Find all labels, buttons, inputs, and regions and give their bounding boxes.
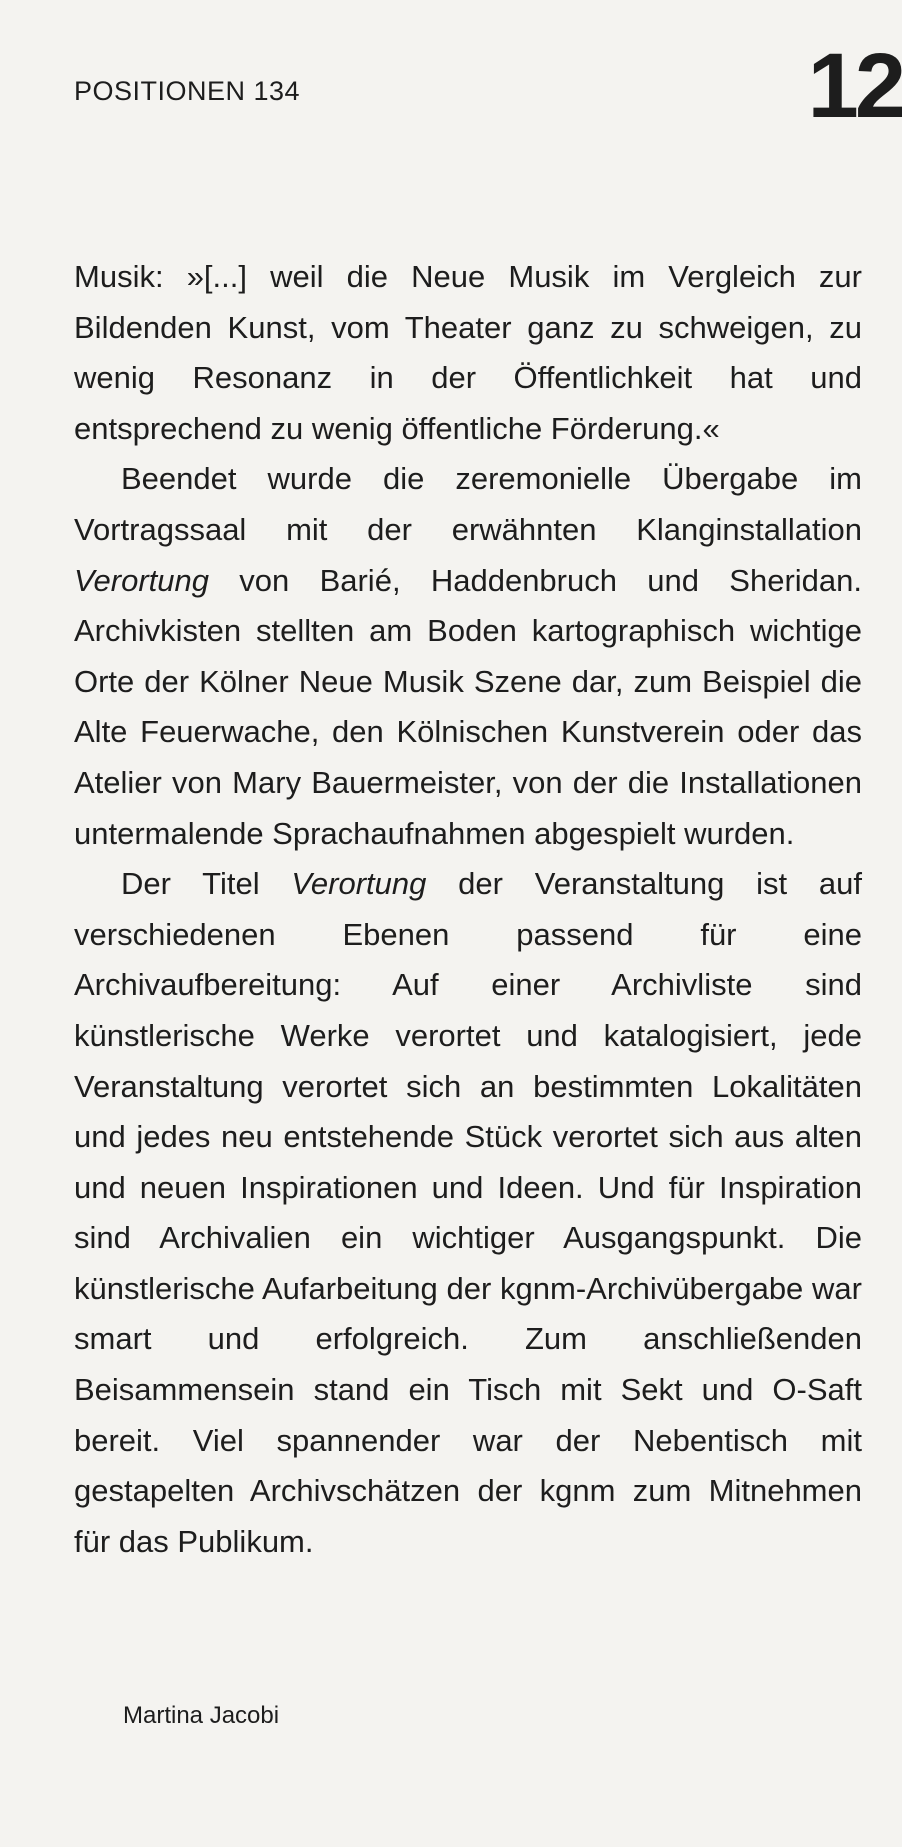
paragraph-3-text-before: Der Titel bbox=[121, 866, 292, 902]
paragraph-3-work-title: Verortung bbox=[291, 866, 427, 902]
article-body bbox=[74, 252, 862, 1567]
running-head: POSITIONEN 134 bbox=[74, 76, 301, 106]
paragraph-1: Musik: »[...] weil die Neue Musik im Vergleich zur Bildenden Kunst, vom Theater ganz zu schweigen, zu wenig Resonanz in der Öffentlichkeit hat und entsprechend zu wenig öffentliche Förderung.« bbox=[74, 259, 862, 446]
page-number: 12 bbox=[807, 35, 902, 137]
author-name: Martina Jacobi bbox=[123, 1702, 280, 1729]
paragraph-3-text-after: der Veranstaltung ist auf verschiedenen Ebenen passend für eine Archivaufbereitung: Auf einer Archivliste sind künstlerische Werke verortet und katalogisiert, jede Veranstaltung verortet sich an bestimmten Lokalitäten und jedes neu entstehende Stück verortet sich aus alten und neuen Inspirationen und Ideen. Und für Inspiration sind Archivalien ein wichtiger Ausgangspunkt. Die künstlerische Aufarbeitung der kgnm-Archivübergabe war smart und erfolgreich. Zum anschließenden Beisammensein stand ein Tisch mit Sekt und O-Saft bereit. Viel spannender war der Nebentisch mit gestapelten Archivschätzen der kgnm zum Mitnehmen für das Publikum. bbox=[74, 866, 862, 1559]
paragraph-3 bbox=[74, 859, 862, 1567]
paragraph-2 bbox=[74, 454, 862, 859]
paragraph-2-text-before: Beendet wurde die zeremonielle Übergabe im Vortragssaal mit der erwähnten Klanginstallation bbox=[74, 461, 862, 547]
paragraph-2-text-after: von Barié, Haddenbruch und Sheridan. Archivkisten stellten am Boden kartographisch wichtige Orte der Kölner Neue Musik Szene dar, zum Beispiel die Alte Feuerwache, den Kölnischen Kunstverein oder das Atelier von Mary Bauermeister, von der die Installationen untermalende Sprachaufnahmen abgespielt wurden. bbox=[74, 562, 862, 851]
paragraph-2-work-title: Verortung bbox=[74, 562, 209, 598]
